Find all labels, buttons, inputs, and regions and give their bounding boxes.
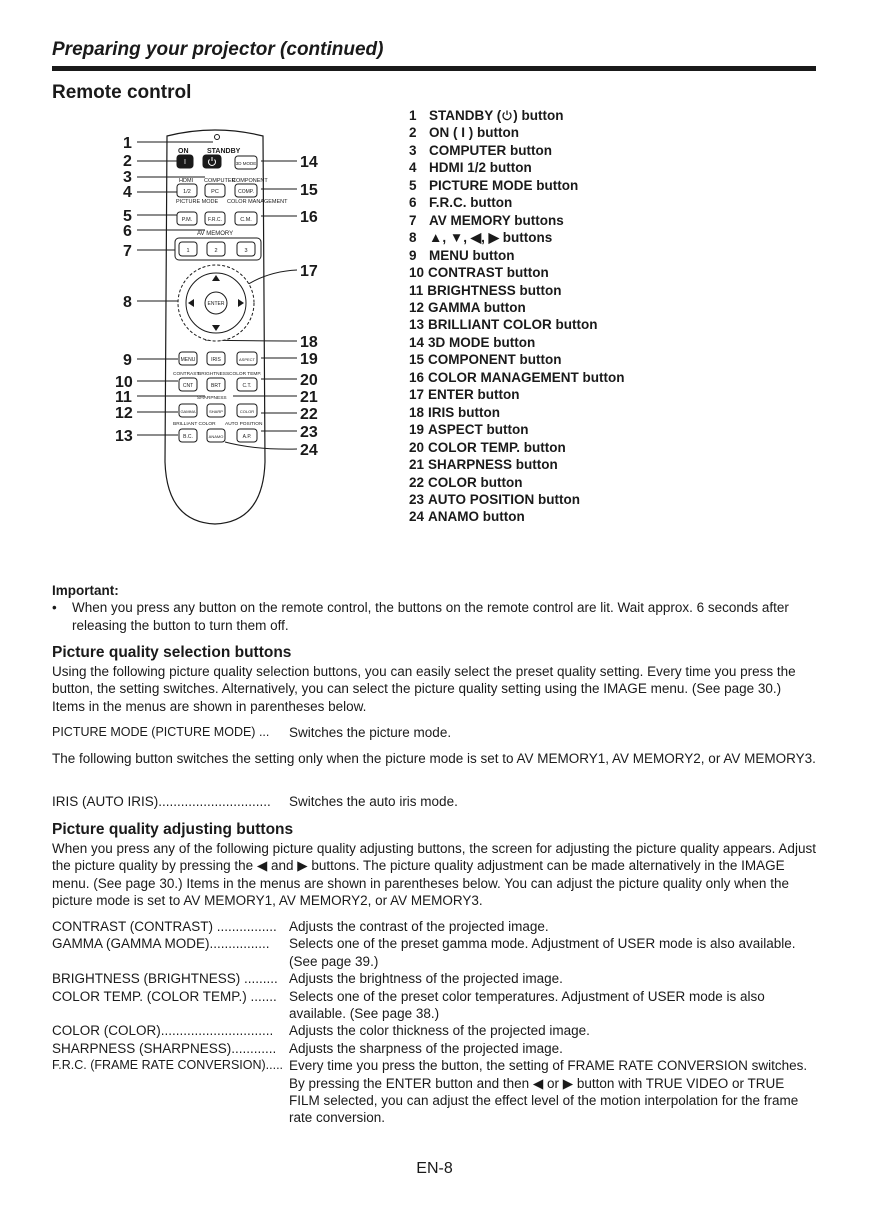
svg-text:3D MODE: 3D MODE (235, 161, 257, 166)
svg-text:COLOR TEMP.: COLOR TEMP. (229, 372, 262, 377)
svg-text:1/2: 1/2 (183, 189, 191, 195)
svg-text:GAMMA: GAMMA (180, 409, 196, 414)
svg-text:COMPUTER: COMPUTER (204, 178, 236, 184)
svg-text:AUTO POSITION: AUTO POSITION (225, 422, 263, 427)
legend-item: 17 ENTER button (409, 387, 520, 403)
important-bullet (52, 599, 816, 634)
power-icon (501, 109, 513, 121)
legend-item: 21 SHARPNESS button (409, 457, 558, 473)
svg-text:IRIS: IRIS (211, 357, 221, 363)
legend-item: 16 COLOR MANAGEMENT button (409, 369, 625, 385)
svg-text:AV MEMORY: AV MEMORY (197, 231, 234, 237)
callout-16: 16 (300, 209, 318, 226)
svg-text:CNT: CNT (182, 383, 194, 389)
svg-text:ASPECT: ASPECT (238, 357, 256, 362)
svg-text:BRILLIANT COLOR: BRILLIANT COLOR (173, 422, 216, 427)
callout-6: 6 (123, 223, 132, 240)
svg-text:ANAMO: ANAMO (208, 434, 224, 439)
svg-text:PC: PC (211, 189, 219, 195)
svg-text:CONTRAST: CONTRAST (173, 372, 200, 377)
bullet-icon: • (52, 600, 57, 616)
page-number: EN-8 (416, 1160, 453, 1177)
callout-19: 19 (300, 351, 318, 368)
important-text: When you press any button on the remote control, the buttons on the remote control are lit. Wait approx. 6 seconds after releasing the button to turn them off. (72, 600, 789, 633)
legend-item: 5 PICTURE MODE button (409, 177, 579, 193)
table-row: GAMMA (GAMMA MODE)................ Selects one of the preset gamma mode. Adjustment of USER mode is also available. (See page 39.) (52, 936, 796, 969)
legend-item: 6 F.R.C. button (409, 195, 513, 211)
callout-10: 10 (115, 374, 133, 391)
callout-8: 8 (123, 294, 132, 311)
svg-text:B.C.: B.C. (183, 434, 193, 440)
remote-button-legend (409, 107, 809, 526)
callout-13: 13 (115, 428, 133, 445)
callout-24: 24 (300, 442, 318, 459)
callout-21: 21 (300, 389, 318, 406)
table-row: COLOR (COLOR).............................. Adjusts the color thickness of the projected image. (52, 1023, 590, 1039)
legend-item: 24 ANAMO button (409, 509, 525, 525)
callout-2: 2 (123, 153, 132, 170)
svg-text:BRIGHTNESS: BRIGHTNESS (198, 372, 230, 377)
legend-item: 22 COLOR button (409, 474, 523, 490)
callout-22: 22 (300, 406, 318, 423)
svg-text:2: 2 (214, 248, 218, 254)
legend-item: 2 ON ( I ) button (409, 125, 519, 141)
svg-text:3: 3 (244, 248, 248, 254)
callout-3: 3 (123, 169, 132, 186)
selection-note: The following button switches the setting only when the picture mode is set to AV MEMORY1, AV MEMORY2, or AV MEMORY3. (52, 751, 816, 766)
callout-23: 23 (300, 424, 318, 441)
svg-text:ENTER: ENTER (207, 301, 225, 307)
callout-20: 20 (300, 372, 318, 389)
svg-text:1: 1 (186, 248, 190, 254)
svg-text:SHARPNESS: SHARPNESS (197, 396, 227, 401)
svg-text:COMP.: COMP. (238, 189, 254, 195)
callout-14: 14 (300, 154, 318, 171)
callout-9: 9 (123, 352, 132, 369)
selection-heading: Picture quality selection buttons (52, 644, 292, 661)
remote-control-heading: Remote control (52, 82, 192, 103)
legend-item: 10 CONTRAST button (409, 265, 549, 281)
legend-item: 4 HDMI 1/2 button (409, 160, 532, 176)
svg-text:HDMI: HDMI (179, 178, 194, 184)
important-title: Important: (52, 583, 119, 598)
legend-item: 18 IRIS button (409, 404, 501, 420)
header-rule (52, 66, 816, 71)
callout-11: 11 (115, 389, 132, 406)
legend-item: 14 3D MODE button (409, 334, 536, 350)
callout-5: 5 (123, 208, 132, 225)
legend-item: 23 AUTO POSITION button (409, 491, 581, 507)
legend-item: 1 STANDBY ( ) button (409, 108, 564, 123)
legend-item: 20 COLOR TEMP. button (409, 439, 566, 455)
svg-text:BRT: BRT (211, 383, 221, 389)
svg-text:STANDBY: STANDBY (207, 148, 241, 155)
svg-text:MENU: MENU (180, 357, 196, 363)
callout-17: 17 (300, 263, 318, 280)
svg-text:C.M.: C.M. (240, 217, 252, 223)
callout-1: 1 (123, 135, 132, 152)
table-row: BRIGHTNESS (BRIGHTNESS) ......... Adjusts the brightness of the projected image. (52, 971, 563, 987)
svg-text:COLOR MANAGEMENT: COLOR MANAGEMENT (227, 199, 288, 205)
callout-18: 18 (300, 334, 318, 351)
legend-item: 3 COMPUTER button (409, 142, 552, 158)
adjusting-heading: Picture quality adjusting buttons (52, 821, 294, 838)
legend-item: 15 COMPONENT button (409, 352, 562, 368)
svg-text:A.P.: A.P. (242, 434, 252, 440)
table-row: CONTRAST (CONTRAST) ................ Adjusts the contrast of the projected image. (52, 919, 549, 934)
important-note (52, 582, 816, 634)
legend-item: 12 GAMMA button (409, 299, 526, 315)
svg-text:ON: ON (178, 148, 189, 155)
selection-intro: Using the following picture quality selection buttons, you can easily select the preset quality setting. Every time you press the button, the setting switches. Alternatively, you can select the picture quality setting using the IMAGE menu. (See page 30.) Items in the menus are shown in parentheses below. (52, 664, 796, 714)
callout-12: 12 (115, 405, 133, 422)
svg-text:COMPONENT: COMPONENT (232, 178, 268, 184)
adjusting-table (52, 918, 816, 1127)
svg-text:P.M.: P.M. (181, 217, 193, 223)
remote-control-illustration (105, 122, 355, 542)
legend-item: 11 BRIGHTNESS button (409, 282, 562, 298)
svg-text:I: I (184, 159, 186, 166)
svg-text:C.T.: C.T. (242, 383, 252, 389)
table-row: SHARPNESS (SHARPNESS)............ Adjusts the sharpness of the projected image. (52, 1040, 563, 1056)
table-row: F.R.C. (FRAME RATE CONVERSION)..... Every time you press the button, the setting of FRAME RATE CONVERSION switches. By pressing the ENTER button and then ◀ or ▶ button with TRUE VIDEO or TRUE FILM selected, you can adjust the effect level of the motion interpolation for the frame rate conversion. (52, 1058, 808, 1126)
svg-text:F.R.C.: F.R.C. (208, 217, 222, 223)
adjusting-intro: When you press any of the following picture quality adjusting buttons, the screen for adjusting the picture quality appears. Adjust the picture quality by pressing the ◀ and ▶ buttons. The picture quality adjustment can be made alternatively in the IMAGE menu. (See page 30.) Items in the menus are shown in parentheses below. You can adjust the picture quality only when the picture mode is set to AV MEMORY1, AV MEMORY2, or AV MEMORY3. (52, 841, 816, 909)
legend-item: 9 MENU button (409, 247, 515, 263)
table-row: COLOR TEMP. (COLOR TEMP.) ....... Selects one of the preset color temperatures. Adjustment of USER mode is also available. (See page 38.) (52, 988, 765, 1022)
legend-item: 8 ▲, ▼, ◀, ▶ buttons (409, 230, 553, 246)
legend-item: 13 BRILLIANT COLOR button (409, 317, 598, 333)
legend-item: 19 ASPECT button (409, 422, 529, 438)
selection-row-picture-mode: PICTURE MODE (PICTURE MODE) ... Switches the picture mode. (52, 725, 452, 740)
legend-item: 7 AV MEMORY buttons (409, 212, 564, 228)
page-header-title: Preparing your projector (continued) (52, 39, 384, 60)
svg-text:SHARP: SHARP (209, 409, 223, 414)
svg-text:COLOR: COLOR (239, 409, 255, 414)
selection-row-iris: IRIS (AUTO IRIS).............................. Switches the auto iris mode. (52, 794, 458, 809)
callout-7: 7 (123, 243, 132, 260)
callout-4: 4 (123, 184, 132, 201)
callout-15: 15 (300, 182, 318, 199)
svg-text:PICTURE MODE: PICTURE MODE (176, 199, 219, 205)
